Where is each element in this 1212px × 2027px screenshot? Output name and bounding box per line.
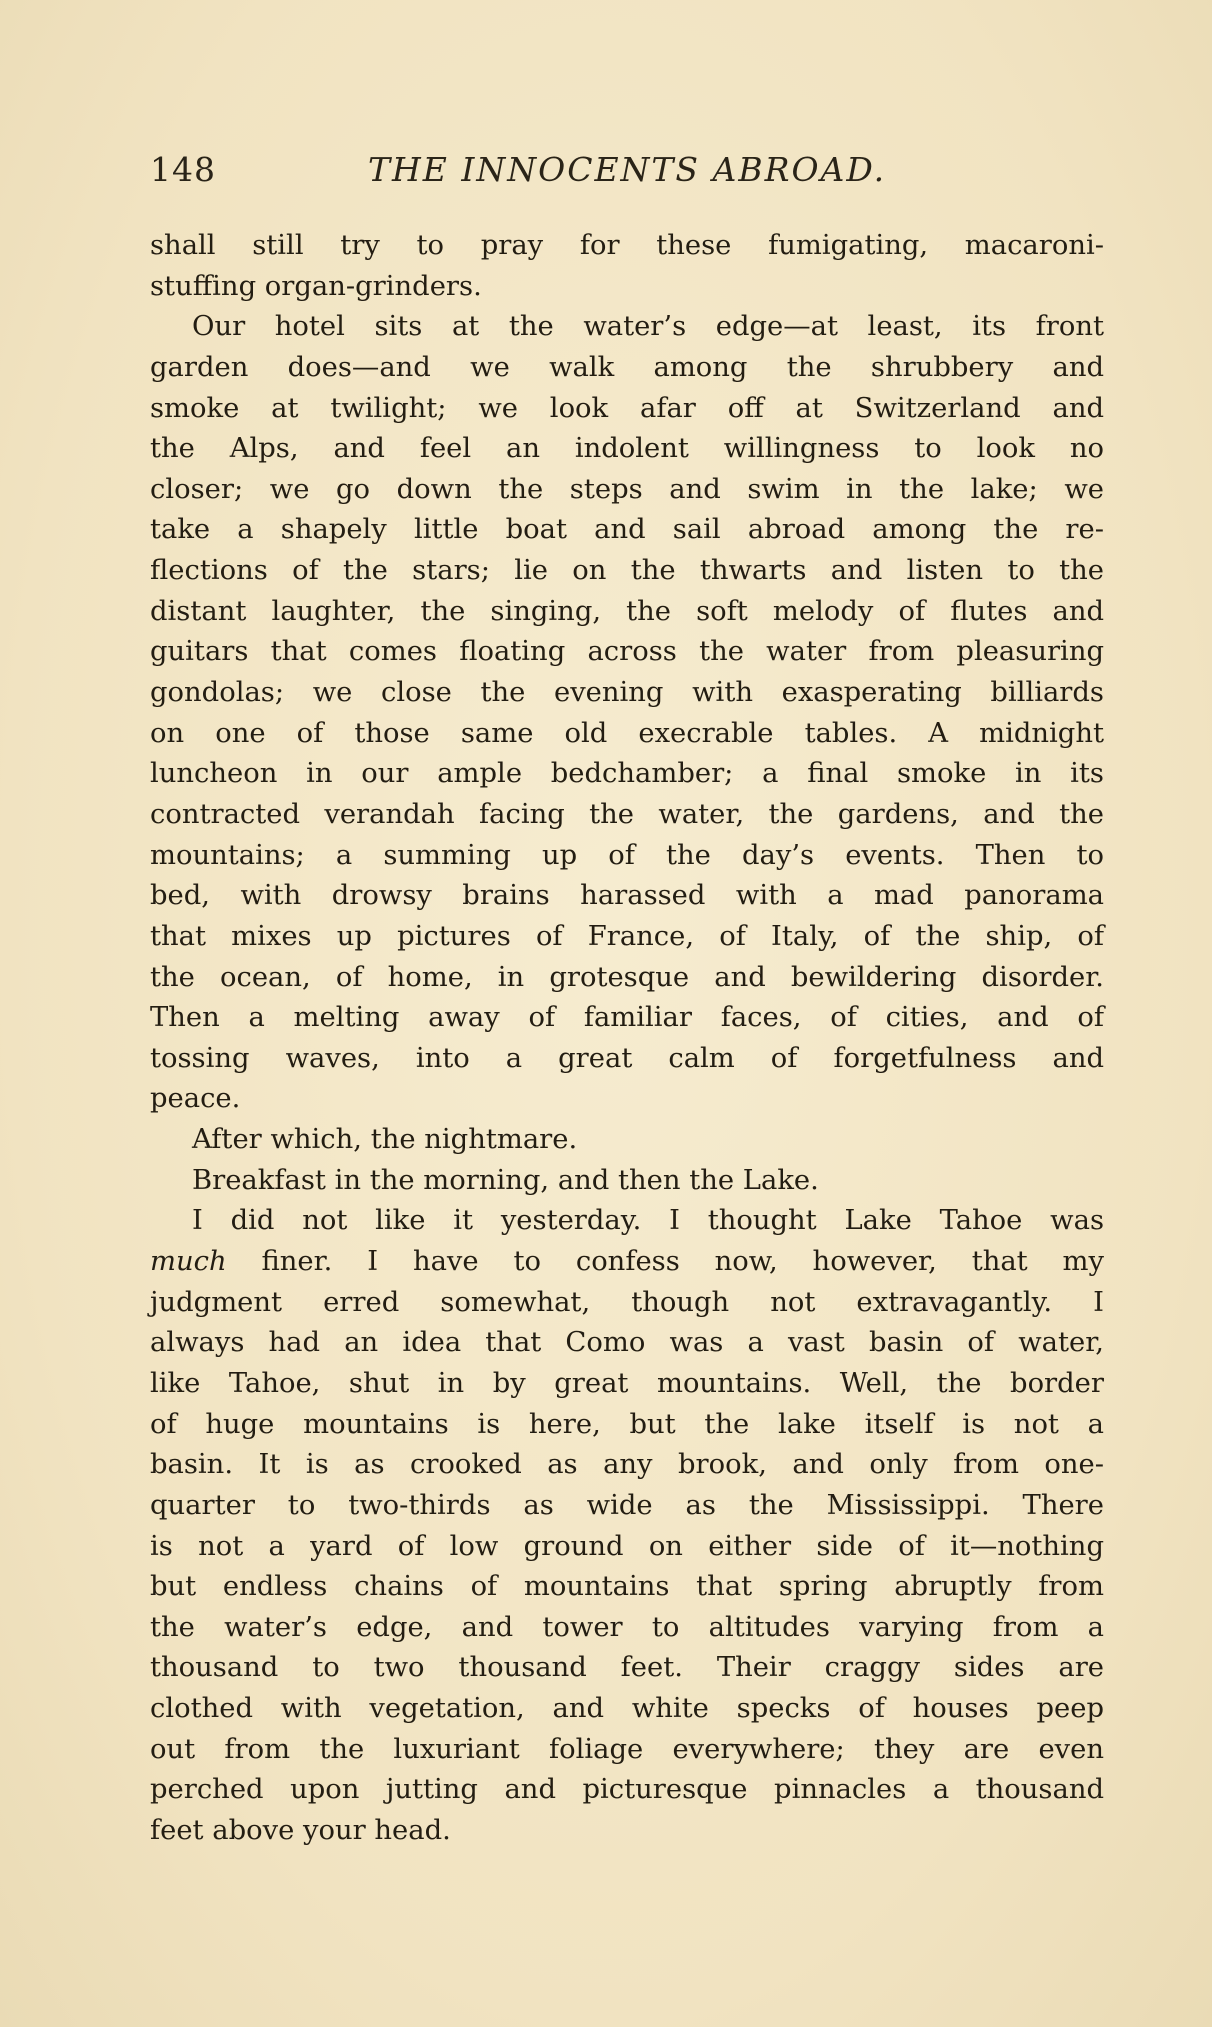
text-line: bed, with drowsy brains harassed with a mad panorama bbox=[150, 880, 1104, 912]
text-line: smoke at twilight; we look afar off at Switzerland and bbox=[150, 392, 1104, 424]
text-line bbox=[150, 1242, 1104, 1283]
text-line: quarter to two-thirds as wide as the Mississippi. There bbox=[150, 1489, 1104, 1521]
text-line: Breakfast in the morning, and then the Lake. bbox=[192, 1164, 819, 1196]
text-line: the water’s edge, and tower to altitudes varying from a bbox=[150, 1611, 1104, 1643]
text-line: mountains; a summing up of the day’s events. Then to bbox=[150, 839, 1104, 871]
text-line: feet above your head. bbox=[150, 1814, 451, 1846]
text-line: always had an idea that Como was a vast basin of water, bbox=[150, 1327, 1104, 1359]
text-line: the Alps, and feel an indolent willingness to look no bbox=[150, 433, 1104, 465]
text-line: judgment erred somewhat, though not extravagantly. I bbox=[150, 1286, 1104, 1318]
text-line: shall still try to pray for these fumigating, macaroni- bbox=[150, 230, 1104, 261]
text-line: of huge mountains is here, but the lake itself is not a bbox=[150, 1408, 1104, 1440]
text-line: but endless chains of mountains that spring abruptly from bbox=[150, 1571, 1104, 1603]
text-line: the ocean, of home, in grotesque and bewildering disorder. bbox=[150, 961, 1104, 993]
text-line: perched upon jutting and picturesque pinnacles a thousand bbox=[150, 1774, 1104, 1806]
book-title: THE INNOCENTS ABROAD. bbox=[368, 150, 887, 189]
text-line: peace. bbox=[150, 1083, 241, 1115]
text-line: clothed with vegetation, and white specks of houses peep bbox=[150, 1693, 1104, 1725]
text-line: gondolas; we close the evening with exasperating billiards bbox=[150, 677, 1104, 709]
italic-emphasis: much bbox=[150, 1246, 227, 1278]
text-line: closer; we go down the steps and swim in the lake; we bbox=[150, 473, 1104, 505]
running-head bbox=[150, 150, 1104, 200]
text-line: basin. It is as crooked as any brook, and only from one- bbox=[150, 1449, 1104, 1481]
text-line: thousand to two thousand feet. Their craggy sides are bbox=[150, 1652, 1104, 1684]
text-line: Then a melting away of familiar faces, of cities, and of bbox=[150, 1002, 1104, 1034]
page-number: 148 bbox=[150, 150, 216, 189]
text-line: I did not like it yesterday. I thought Lake Tahoe was bbox=[192, 1205, 1104, 1237]
text-line: like Tahoe, shut in by great mountains. Well, the border bbox=[150, 1367, 1104, 1399]
text-line: on one of those same old execrable tables. A midnight bbox=[150, 717, 1104, 749]
text-line: After which, the nightmare. bbox=[192, 1124, 578, 1156]
text-line: stuffing organ-grinders. bbox=[150, 270, 482, 302]
text-line: flections of the stars; lie on the thwarts and listen to the bbox=[150, 555, 1104, 587]
text-line: Our hotel sits at the water’s edge—at least, its front bbox=[192, 311, 1104, 343]
text-segment: finer. I have to confess now, however, that my bbox=[226, 1246, 1104, 1278]
text-line: guitars that comes floating across the water from pleasuring bbox=[150, 636, 1104, 668]
text-line: contracted verandah facing the water, the gardens, and the bbox=[150, 798, 1104, 830]
text-line: that mixes up pictures of France, of Italy, of the ship, of bbox=[150, 920, 1104, 952]
text-line: take a shapely little boat and sail abroad among the re- bbox=[150, 514, 1104, 546]
text-line: distant laughter, the singing, the soft melody of flutes and bbox=[150, 595, 1104, 627]
body-text bbox=[150, 226, 1104, 1852]
text-line: is not a yard of low ground on either side of it—nothing bbox=[150, 1530, 1104, 1562]
text-line: luncheon in our ample bedchamber; a final smoke in its bbox=[150, 758, 1104, 790]
text-line: garden does—and we walk among the shrubbery and bbox=[150, 351, 1104, 383]
text-line: tossing waves, into a great calm of forgetfulness and bbox=[150, 1042, 1104, 1074]
text-line: out from the luxuriant foliage everywhere; they are even bbox=[150, 1733, 1104, 1765]
